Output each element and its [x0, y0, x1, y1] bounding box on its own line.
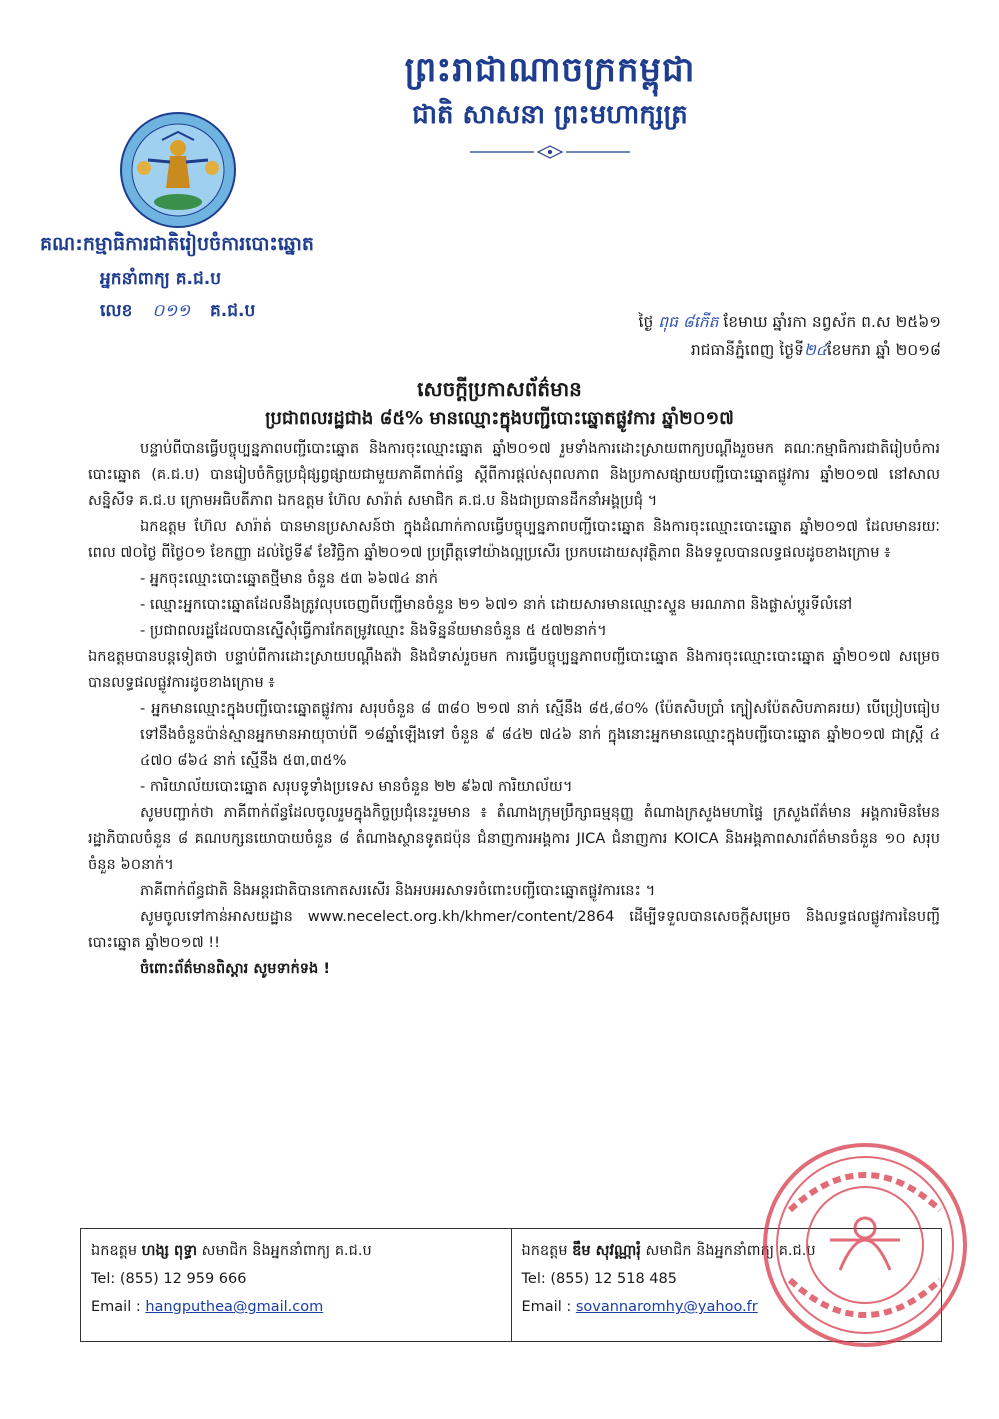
lunar-prefix: ថ្ងៃ — [638, 313, 654, 331]
bullet-2: - ឈ្មោះអ្នកបោះឆ្នោតដែលនឹងត្រូវលុបចេញពីបញ្ជីមានចំនួន ២១ ៦៧១ នាក់ ដោយសារមានឈ្មោះស្ទួន មរណភាព និងផ្លាស់ប្តូរទីលំនៅ — [140, 596, 853, 613]
reference-number — [100, 300, 255, 325]
p6-before: សូមចូលទៅកាន់អាសយដ្ឋាន — [140, 908, 308, 925]
paragraph-3: ឯកឧត្តមបានបន្តទៀតថា បន្ទាប់ពីការដោះស្រាយបណ្តឹងតវ៉ា និងជំទាស់រួចមក ការធ្វើបច្ចុប្បន្នភាពបញ្ជីបោះឆ្នោត និងការចុះឈ្មោះបោះឆ្នោត ឆ្នាំ២០១៧ សម្រេចបានលទ្ធផលផ្លូវការដូចខាងក្រោម ៖ — [88, 648, 940, 691]
ref-number-handwritten: ០១១ — [152, 301, 191, 321]
ref-suffix: គ.ជ.ប — [210, 301, 256, 321]
lunar-handwritten: ពុធ ៨កើត — [658, 313, 719, 331]
contact-1-tel: Tel: (855) 12 959 666 — [91, 1271, 247, 1287]
p6-after: ដើម្បីទទួលបានសេចក្តីសម្រេច និងលទ្ធផលផ្លូវការនៃបញ្ជីបោះឆ្នោត ឆ្នាំ២០១៧ !! — [88, 908, 940, 951]
paragraph-2: ឯកឧត្តម ហ៊ែល សារ៉ាត់ បានមានប្រសាសន៍ថា ក្នុងដំណាក់កាលធ្វើបច្ចុប្បន្នភាពបញ្ជីបោះឆ្នោត និងការចុះឈ្មោះបោះឆ្នោត ឆ្នាំ២០១៧ ដែលមានរយៈពេល ៧០ថ្ងៃ ពីថ្ងៃ០១ ខែកញ្ញា ដល់ថ្ងៃទី៩ ខែវិច្ឆិកា ឆ្នាំ២០១៧ ប្រព្រឹត្តទៅយ៉ាងល្អប្រសើរ ប្រកបដោយសុវត្ថិភាព និងទទួលបានលទ្ធផលដូចខាងក្រោម ៖ — [88, 518, 940, 561]
solar-date — [691, 340, 941, 363]
spokesperson-label: អ្នកនាំពាក្យ គ.ជ.ប — [100, 269, 222, 289]
contact-2-email-label: Email : — [521, 1299, 576, 1315]
lunar-date — [639, 312, 941, 335]
official-red-seal-icon — [760, 1140, 970, 1350]
contact-2-role: សមាជិក និងអ្នកនាំពាក្យ គ.ជ.ប — [645, 1243, 816, 1259]
kingdom-title: ព្រះរាជាណាចក្រកម្ពុជា — [404, 50, 696, 90]
solar-prefix: រាជធានីភ្នំពេញ ថ្ងៃទី — [690, 341, 804, 359]
bullet-4: - អ្នកមានឈ្មោះក្នុងបញ្ជីបោះឆ្នោតផ្លូវការ សរុបចំនួន ៨ ៣៨០ ២១៧ នាក់ ស្មើនឹង ៨៥,៨០% (ប៉ែតសិបប្រាំ ក្បៀសប៉ែតសិបភាគរយ) បើប្រៀបធៀបទៅនឹងចំនួនប៉ាន់ស្មានអ្នកមានអាយុចាប់ពី ១៨ឆ្នាំឡើងទៅ ចំនួន ៩ ៨៤២ ៧៤៦ នាក់ ក្នុងនោះអ្នកមានឈ្មោះក្នុងបញ្ជីបោះឆ្នោត ឆ្នាំ២០១៧ ជាស្ត្រី ៤ ៤៧០ ៨៦៤ នាក់ ស្មើនឹង ៥៣,៣៥% — [140, 700, 940, 769]
paragraph-1: បន្ទាប់ពីបានធ្វើបច្ចុប្បន្នភាពបញ្ជីបោះឆ្នោត និងការចុះឈ្មោះឆ្នោត ឆ្នាំ២០១៧ រួមទាំងការដោះស្រាយពាក្យបណ្តឹងរួចមក គណៈកម្មាធិការជាតិរៀបចំការបោះឆ្នោត (គ.ជ.ប) បានរៀបចំកិច្ចប្រជុំផ្សព្វផ្សាយជាមួយភាគីពាក់ព័ន្ធ ស្តីពីការផ្តល់សុពលភាព និងប្រកាសផ្សាយបញ្ជីបោះឆ្នោតផ្លូវការ ឆ្នាំ២០១៧ នៅសាលសន្និសីទ គ.ជ.ប ក្រោមអធិបតីភាព ឯកឧត្តម ហ៊ែល សារ៉ាត់ សមាជិក គ.ជ.ប និងជាប្រធានដឹកនាំអង្គប្រជុំ ។ — [88, 440, 940, 509]
contact-1-title: ឯកឧត្តម — [91, 1243, 138, 1259]
contact-2-tel: Tel: (855) 12 518 485 — [521, 1271, 677, 1287]
closing-line: ចំពោះព័ត៌មានពិស្តារ សូមទាក់ទង ! — [140, 960, 330, 977]
contact-1-header — [91, 1237, 501, 1265]
paragraph-5: ភាគីពាក់ព័ន្ធជាតិ និងអន្តរជាតិបានកោតសរសើរ និងអបអរសាទរចំពោះបញ្ជីបោះឆ្នោតផ្លូវការនេះ ។ — [140, 882, 656, 899]
contact-1-email-label: Email : — [91, 1299, 146, 1315]
lunar-rest: ខែមាឃ ឆ្នាំរកា នព្វស័ក ព.ស ២៥៦១ — [723, 313, 941, 331]
contact-1-email[interactable]: hangputhea@gmail.com — [145, 1299, 324, 1315]
solar-handwritten: ២៤ — [803, 341, 827, 359]
announcement-body — [88, 436, 940, 982]
contact-2-title: ឯកឧត្តម — [521, 1243, 568, 1259]
bullet-5: - ការិយាល័យបោះឆ្នោត សរុបទូទាំងប្រទេស មានចំនួន ២២ ៩៦៧ ការិយាល័យ។ — [140, 778, 573, 795]
page-subtitle: ប្រជាពលរដ្ឋជាង ៨៥% មានឈ្មោះក្នុងបញ្ជីបោះឆ្នោតផ្លូវការ ឆ្នាំ២០១៧ — [265, 408, 734, 429]
contact-2-email[interactable]: sovannaromhy@yahoo.fr — [575, 1299, 758, 1315]
ref-label: លេខ — [100, 301, 133, 321]
contact-1-email-row — [91, 1293, 501, 1321]
contact-1-role: សមាជិក និងអ្នកនាំពាក្យ គ.ជ.ប — [201, 1243, 372, 1259]
solar-rest: ខែមករា ឆ្នាំ ២០១៨ — [826, 341, 941, 359]
website-link[interactable]: www.necelect.org.kh/khmer/content/2864 — [307, 908, 615, 925]
bullet-3: - ប្រជាពលរដ្ឋដែលបានស្នើសុំធ្វើការកែតម្រូវឈ្មោះ និងទិន្នន័យមានចំនួន ៥ ៥៧២នាក់។ — [140, 622, 607, 639]
ornament-divider-icon — [470, 144, 630, 160]
organization-name: គណ:កម្មាធិការជាតិរៀបចំការបោះឆ្នោត — [40, 233, 314, 255]
paragraph-6 — [88, 904, 940, 956]
nec-emblem-icon — [118, 110, 238, 230]
contact-2-name: ឌឹម សុវណ្ណារុំ — [572, 1243, 641, 1259]
national-motto: ជាតិ សាសនា ព្រះមហាក្សត្រ — [412, 100, 688, 130]
bullet-1: - អ្នកចុះឈ្មោះបោះឆ្នោតថ្មីមាន ចំនួន ៥៣ ៦៦៧៤ នាក់ — [140, 570, 439, 587]
page-title: សេចក្តីប្រកាសព័ត៌មាន — [417, 377, 582, 401]
paragraph-4: សូមបញ្ជាក់ថា ភាគីពាក់ព័ន្ធដែលចូលរួមក្នុងកិច្ចប្រជុំនេះរួមមាន ៖ តំណាងក្រុមប្រឹក្សាធម្មនុញ្ញ តំណាងក្រសួងមហាផ្ទៃ ក្រសួងព័ត៌មាន អង្គការមិនមែនរដ្ឋាភិបាលចំនួន ៨ គណបក្សនយោបាយចំនួន ៨ តំណាងស្ថានទូតជប៉ុន ជំនាញការអង្គការ JICA ជំនាញការ KOICA និងអង្គភាពសារព័ត៌មានចំនួន ១០ សរុបចំនួន ៦០នាក់។ — [88, 804, 940, 873]
contact-1 — [81, 1229, 511, 1341]
contact-1-name: ហង្ស ពុទ្ធា — [141, 1243, 198, 1259]
